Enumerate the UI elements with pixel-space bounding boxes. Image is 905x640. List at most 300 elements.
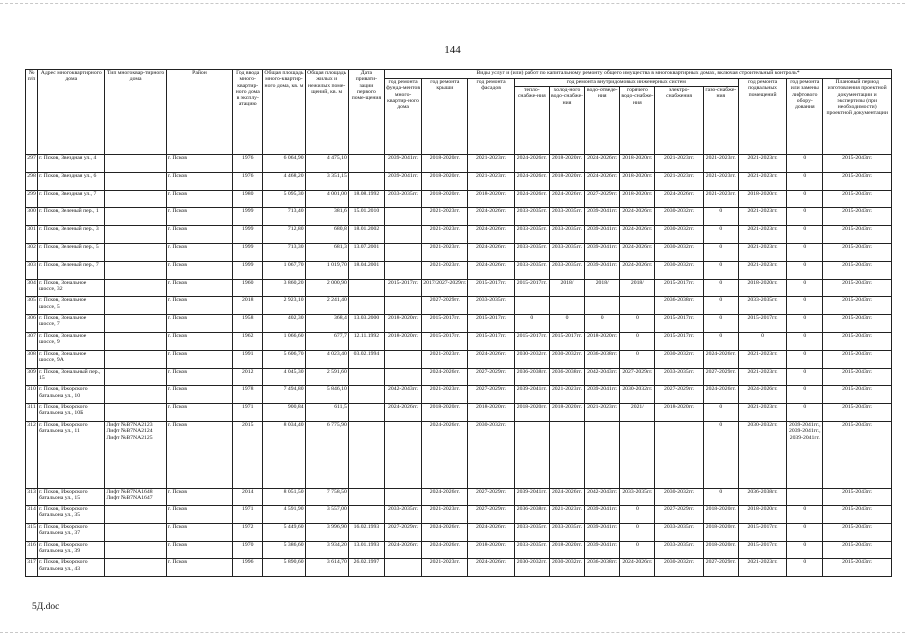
cell-priv-date: 13.07.2001	[348, 243, 384, 261]
cell-area-total: 5 095,30	[263, 190, 305, 208]
cell-roof: 2021-2023гг.	[422, 208, 468, 226]
cell-type: Лифт №В7NA2123 Лифт №В7NA2124 Лифт №В7NA2125	[105, 421, 166, 488]
cell-gas: 2024-2026гг.	[703, 386, 738, 404]
cell-gas: 0	[703, 243, 738, 261]
cell-electric: 2030-2032гг.	[655, 261, 703, 279]
cell-year: 2014	[233, 488, 263, 505]
cell-plan: 2015-2043гг.	[823, 155, 892, 173]
cell-elevator: 0	[787, 332, 823, 350]
cell-heat: 2024-2026гг.	[514, 190, 549, 208]
cell-area-living: 3 557,00	[305, 505, 348, 523]
cell-elevator: 0	[787, 541, 823, 559]
table-row	[26, 172, 892, 190]
cell-gas: 0	[703, 488, 738, 505]
cell-area-living: 3 996,90	[305, 523, 348, 541]
cell-electric: 2030-2032гг.	[655, 208, 703, 226]
cell-foundation: 2024-2026гг.	[385, 541, 422, 559]
page-number: 144	[444, 44, 461, 56]
col-header-plan: Плановый период изготовления проектной документации и экспертизы (при необходимости) проектной документации	[823, 79, 892, 155]
footer-filename: 5Д.doc	[32, 602, 60, 612]
cell-area-living: 611,5	[305, 404, 348, 422]
cell-elevator: 0	[787, 172, 823, 190]
cell-facade: 2024-2026гг.	[468, 243, 514, 261]
cell-area-living: 3 934,20	[305, 541, 348, 559]
cell-basement: 2021-2023гг.	[738, 261, 786, 279]
cell-address: г. Псков, Звездная ул., 4	[38, 155, 105, 173]
cell-address: г. Псков, Ижорского батальона ул., 37	[38, 523, 105, 541]
cell-plan: 2015-2043гг.	[823, 190, 892, 208]
cell-year: 1976	[233, 155, 263, 173]
col-header-year: Год ввода много-квартир-ного дома в эксплу-атацию	[233, 70, 263, 155]
col-header-hot-water: горячего водо-снабже-ния	[620, 87, 655, 155]
cell-elevator: 0	[787, 386, 823, 404]
cell-type	[105, 386, 166, 404]
cell-district: г. Псков	[166, 315, 232, 333]
group-header-works: Виды услуг и (или) работ по капитальному ремонту общего имущества в многоквартирных домах, включая строительный контроль*	[385, 70, 892, 79]
cell-address: г. Псков, Ижорского батальона ул., 10	[38, 386, 105, 404]
cell-cold-water: 2033-2035гг.	[549, 208, 584, 226]
cell-address: г. Псков, Звездная ул., 7	[38, 190, 105, 208]
cell-num: 309	[26, 368, 38, 386]
cell-area-total: 8 051,50	[263, 488, 305, 505]
cell-cold-water: 2033-2035гг.	[549, 523, 584, 541]
cell-electric: 2030-2032гг.	[655, 350, 703, 368]
cell-hot-water: 2033-2035гг.	[620, 488, 655, 505]
cell-electric: 2030-2032гг.	[655, 488, 703, 505]
cell-sewer: 0	[585, 315, 620, 333]
cell-address: г. Псков, Ижорского батальона ул., 35	[38, 505, 105, 523]
cell-year: 1980	[233, 190, 263, 208]
cell-roof: 2024-2026гг.	[422, 368, 468, 386]
table-row	[26, 332, 892, 350]
cell-district: г. Псков	[166, 523, 232, 541]
cell-facade: 2024-2026гг.	[468, 559, 514, 577]
cell-foundation	[385, 559, 422, 577]
cell-address: г. Псков, Зональное шоссе, 32	[38, 279, 105, 297]
cell-gas: 0	[703, 261, 738, 279]
cell-facade: 2027-2029гг.	[468, 505, 514, 523]
cell-num: 304	[26, 279, 38, 297]
cell-district: г. Псков	[166, 226, 232, 244]
cell-facade: 2021-2023гг.	[468, 155, 514, 173]
cell-area-living: 6 775,90	[305, 421, 348, 488]
col-header-elevator: год ремонта или замены лифтового обору-дования	[787, 79, 823, 155]
cell-basement: 2030-2032гг.	[738, 421, 786, 488]
cell-foundation	[385, 226, 422, 244]
cell-foundation: 2027-2029гг.	[385, 523, 422, 541]
cell-type	[105, 315, 166, 333]
cell-hot-water: 2018-2020гг.	[620, 155, 655, 173]
cell-basement: 2021-2023гг.	[738, 404, 786, 422]
cell-hot-water: 2024-2026гг.	[620, 261, 655, 279]
cell-roof: 2021-2023гг.	[422, 350, 468, 368]
cell-district: г. Псков	[166, 368, 232, 386]
cell-address: г. Псков, Зональный пер., 15	[38, 368, 105, 386]
cell-priv-date: 18.01.2002	[348, 226, 384, 244]
cell-sewer: 2039-2041гг.	[585, 226, 620, 244]
cell-basement: 2021-2023гг.	[738, 368, 786, 386]
cell-cold-water: 2033-2035гг.	[549, 261, 584, 279]
cell-address: г. Псков, Зональное шоссе, 9	[38, 332, 105, 350]
cell-area-living: 2 241,40	[305, 297, 348, 315]
cell-elevator: 0	[787, 226, 823, 244]
cell-hot-water: 0	[620, 505, 655, 523]
cell-priv-date: 26.02.1997	[348, 559, 384, 577]
cell-heat: 2033-2035гг.	[514, 243, 549, 261]
cell-district: г. Псков	[166, 505, 232, 523]
cell-gas: 0	[703, 404, 738, 422]
cell-type	[105, 261, 166, 279]
cell-gas: 2021-2023гг.	[703, 190, 738, 208]
table-row	[26, 386, 892, 404]
cell-area-total: 712,80	[263, 226, 305, 244]
cell-address: г. Псков, Зональное шоссе, 5	[38, 297, 105, 315]
cell-facade: 2024-2026гг.	[468, 350, 514, 368]
cell-plan: 2015-2043гг.	[823, 315, 892, 333]
cell-sewer: 2039-2041гг.	[585, 386, 620, 404]
cell-num: 308	[26, 350, 38, 368]
cell-area-living: 4 023,40	[305, 350, 348, 368]
cell-foundation: 2039-2041гг.	[385, 155, 422, 173]
cell-roof: 2027-2029гг.	[422, 297, 468, 315]
cell-address: г. Псков, Зеленый пер., 5	[38, 243, 105, 261]
cell-district: г. Псков	[166, 243, 232, 261]
cell-area-living: 681,3	[305, 243, 348, 261]
cell-address: г. Псков, Ижорского батальона ул., 10Б	[38, 404, 105, 422]
cell-cold-water: 2015-2017гг.	[549, 332, 584, 350]
cell-foundation	[385, 350, 422, 368]
table-row	[26, 505, 892, 523]
cell-sewer: 2042-2043гг.	[585, 488, 620, 505]
cell-num: 313	[26, 488, 38, 505]
cell-area-living: 677,7	[305, 332, 348, 350]
col-header-sewer: водо-отведе-ния	[585, 87, 620, 155]
cell-heat: 2033-2035гг.	[514, 523, 549, 541]
col-header-roof: год ремонта крыши	[422, 79, 468, 155]
cell-hot-water	[620, 421, 655, 488]
cell-basement: 2024-2026гг.	[738, 386, 786, 404]
capital-repair-table	[25, 69, 892, 577]
cell-area-living: 680,8	[305, 226, 348, 244]
cell-num: 312	[26, 421, 38, 488]
cell-type	[105, 208, 166, 226]
cell-hot-water: 2024-2026гг.	[620, 559, 655, 577]
cell-type	[105, 172, 166, 190]
cell-plan: 2015-2043гг.	[823, 208, 892, 226]
cell-hot-water: 2027-2029гг.	[620, 368, 655, 386]
cell-facade: 2024-2026гг.	[468, 226, 514, 244]
cell-elevator	[787, 488, 823, 505]
cell-electric: 2030-2032гг.	[655, 243, 703, 261]
cell-address: г. Псков, Зеленый пер., 3	[38, 226, 105, 244]
cell-year: 1999	[233, 226, 263, 244]
cell-facade: 2018-2020гг.	[468, 404, 514, 422]
cell-year: 1962	[233, 332, 263, 350]
cell-type	[105, 541, 166, 559]
cell-gas: 0	[703, 297, 738, 315]
cell-plan: 2015-2043гг.	[823, 421, 892, 488]
table-row	[26, 559, 892, 577]
cell-cold-water: 2018-2020гг.	[549, 155, 584, 173]
cell-heat: 2024-2026гг.	[514, 155, 549, 173]
cell-sewer: 2018/	[585, 279, 620, 297]
cell-plan: 2015-2043гг.	[823, 226, 892, 244]
cell-cold-water: 2021-2023гг.	[549, 386, 584, 404]
table-row	[26, 155, 892, 173]
cell-district: г. Псков	[166, 279, 232, 297]
cell-elevator: 0	[787, 155, 823, 173]
cell-roof: 2021-2023гг.	[422, 243, 468, 261]
cell-basement: 2021-2023гг.	[738, 226, 786, 244]
cell-year: 1991	[233, 350, 263, 368]
table-row	[26, 208, 892, 226]
cell-type	[105, 279, 166, 297]
cell-electric: 2015-2017гг.	[655, 315, 703, 333]
cell-area-total: 5 890,60	[263, 559, 305, 577]
cell-priv-date	[348, 172, 384, 190]
cell-foundation: 2015-2017гг.	[385, 279, 422, 297]
cell-electric: 2021-2023гг.	[655, 155, 703, 173]
cell-basement: 2021-2023гг.	[738, 243, 786, 261]
cell-address: г. Псков, Ижорского батальона ул., 15	[38, 488, 105, 505]
cell-roof: 2015-2017гг.	[422, 332, 468, 350]
table-row	[26, 523, 892, 541]
cell-sewer: 2039-2041гг.	[585, 523, 620, 541]
cell-plan: 2015-2043гг.	[823, 279, 892, 297]
cell-roof: 2024-2026гг.	[422, 421, 468, 488]
table-row	[26, 279, 892, 297]
cell-facade: 2027-2029гг.	[468, 488, 514, 505]
cell-plan: 2015-2043гг.	[823, 404, 892, 422]
cell-elevator: 0	[787, 190, 823, 208]
cell-cold-water: 2018-2020гг.	[549, 541, 584, 559]
cell-type	[105, 404, 166, 422]
cell-basement: 2018-2020гг.	[738, 190, 786, 208]
cell-area-total: 713,30	[263, 243, 305, 261]
cell-sewer: 2018-2020гг.	[585, 332, 620, 350]
cell-sewer: 2021-2023гг.	[585, 404, 620, 422]
cell-year: 1978	[233, 386, 263, 404]
cell-elevator: 0	[787, 404, 823, 422]
cell-cold-water: 0	[549, 315, 584, 333]
bottom-separator	[0, 632, 905, 633]
cell-plan: 2015-2043гг.	[823, 541, 892, 559]
cell-type	[105, 368, 166, 386]
col-header-type: Тип многоквар-тирного дома	[105, 70, 166, 155]
cell-address: г. Псков, Зеленый пер., 1	[38, 208, 105, 226]
cell-area-total: 4 468,20	[263, 172, 305, 190]
cell-plan: 2015-2043гг.	[823, 261, 892, 279]
cell-roof: 2024-2026гг.	[422, 488, 468, 505]
cell-basement: 2036-2038гг.	[738, 488, 786, 505]
cell-area-living: 7 758,50	[305, 488, 348, 505]
cell-electric: 2027-2029гг.	[655, 505, 703, 523]
cell-plan: 2015-2043гг.	[823, 243, 892, 261]
cell-area-total: 7 494,80	[263, 386, 305, 404]
col-header-area-total: Общая площадь много-квартир-ного дома, кв. м	[263, 70, 305, 155]
cell-heat: 2036-2038гг.	[514, 368, 549, 386]
cell-cold-water: 2018-2020гг.	[549, 172, 584, 190]
cell-electric	[655, 421, 703, 488]
cell-num: 297	[26, 155, 38, 173]
cell-sewer: 2027-2029гг.	[585, 190, 620, 208]
cell-sewer: 2039-2041гг.	[585, 505, 620, 523]
cell-electric: 2024-2026гг.	[655, 190, 703, 208]
cell-facade: 2015-2017гг.	[468, 279, 514, 297]
cell-num: 302	[26, 243, 38, 261]
cell-hot-water: 0	[620, 332, 655, 350]
cell-year: 1971	[233, 505, 263, 523]
cell-cold-water: 2024-2026гг.	[549, 190, 584, 208]
cell-priv-date	[348, 368, 384, 386]
cell-area-living: 5 846,10	[305, 386, 348, 404]
cell-type	[105, 243, 166, 261]
cell-roof: 2021-2023гг.	[422, 505, 468, 523]
cell-plan: 2015-2043гг.	[823, 505, 892, 523]
cell-priv-date	[348, 297, 384, 315]
cell-electric: 2015-2017гг.	[655, 279, 703, 297]
cell-foundation: 2033-2035гг.	[385, 190, 422, 208]
cell-priv-date: 18.08.1992	[348, 190, 384, 208]
cell-basement: 2021-2023гг.	[738, 350, 786, 368]
cell-basement: 2018-2020гг.	[738, 505, 786, 523]
cell-roof: 2018-2020гг.	[422, 172, 468, 190]
cell-heat: 2033-2035гг.	[514, 208, 549, 226]
cell-area-total: 8 034,40	[263, 421, 305, 488]
cell-basement: 2021-2023гг.	[738, 155, 786, 173]
cell-hot-water: 0	[620, 523, 655, 541]
cell-year: 1999	[233, 261, 263, 279]
cell-elevator: 0	[787, 523, 823, 541]
cell-num: 306	[26, 315, 38, 333]
cell-district: г. Псков	[166, 350, 232, 368]
cell-plan: 2015-2043гг.	[823, 559, 892, 577]
cell-year: 1972	[233, 523, 263, 541]
cell-area-total: 6 064,90	[263, 155, 305, 173]
col-header-electric: электро-снабжения	[655, 87, 703, 155]
cell-facade: 2018-2020гг.	[468, 190, 514, 208]
cell-district: г. Псков	[166, 332, 232, 350]
top-separator	[0, 3, 905, 4]
cell-cold-water: 2030-2032гг.	[549, 350, 584, 368]
cell-gas: 0	[703, 208, 738, 226]
col-header-num: № п/п	[26, 70, 38, 155]
cell-area-total: 4 045,30	[263, 368, 305, 386]
cell-address: г. Псков, Ижорского батальона ул., 43	[38, 559, 105, 577]
cell-area-total: 402,30	[263, 315, 305, 333]
cell-electric: 2030-2032гг.	[655, 226, 703, 244]
cell-hot-water: 0	[620, 350, 655, 368]
cell-sewer: 2042-2043гг.	[585, 368, 620, 386]
table-row	[26, 488, 892, 505]
cell-roof: 2015-2017гг.	[422, 315, 468, 333]
cell-basement: 2021-2023гг.	[738, 172, 786, 190]
cell-area-living: 368,4	[305, 315, 348, 333]
table-row	[26, 243, 892, 261]
cell-area-total: 1 066,60	[263, 332, 305, 350]
cell-elevator: 0	[787, 261, 823, 279]
cell-foundation: 2042-2043гг.	[385, 386, 422, 404]
cell-cold-water: 2030-2032гг.	[549, 559, 584, 577]
cell-priv-date	[348, 386, 384, 404]
cell-heat: 2033-2035гг.	[514, 541, 549, 559]
cell-cold-water: 2033-2035гг.	[549, 226, 584, 244]
table-row	[26, 297, 892, 315]
cell-plan: 2015-2043гг.	[823, 523, 892, 541]
cell-heat	[514, 421, 549, 488]
cell-type	[105, 190, 166, 208]
cell-foundation: 2018-2020гг.	[385, 332, 422, 350]
cell-plan: 2015-2043гг.	[823, 297, 892, 315]
cell-elevator: 0	[787, 368, 823, 386]
cell-hot-water: 2021/	[620, 404, 655, 422]
cell-electric: 2021-2023гг.	[655, 172, 703, 190]
cell-facade: 2018-2020гг.	[468, 541, 514, 559]
cell-gas: 2021-2023гг.	[703, 172, 738, 190]
cell-heat: 2033-2035гг.	[514, 261, 549, 279]
cell-address: г. Псков, Зональное шоссе, 7	[38, 315, 105, 333]
cell-gas: 2024-2026гг.	[703, 350, 738, 368]
cell-address: г. Псков, Ижорского батальона ул., 39	[38, 541, 105, 559]
cell-area-living: 2 000,90	[305, 279, 348, 297]
cell-heat: 2030-2032гг.	[514, 350, 549, 368]
col-header-gas: газо-снабже-ния	[703, 87, 738, 155]
cell-area-living: 1 019,70	[305, 261, 348, 279]
cell-priv-date: 15.01.2010	[348, 208, 384, 226]
cell-priv-date	[348, 404, 384, 422]
cell-num: 305	[26, 297, 38, 315]
cell-electric: 2036-2038гг.	[655, 297, 703, 315]
cell-num: 301	[26, 226, 38, 244]
cell-heat: 2018-2020гг.	[514, 404, 549, 422]
cell-heat: 2024-2026гг.	[514, 172, 549, 190]
cell-cold-water: 2024-2026гг.	[549, 488, 584, 505]
cell-district: г. Псков	[166, 261, 232, 279]
cell-basement: 2015-2017гг.	[738, 523, 786, 541]
cell-foundation	[385, 421, 422, 488]
cell-roof: 2018-2020гг.	[422, 190, 468, 208]
cell-electric: 2018-2020гг.	[655, 404, 703, 422]
cell-elevator: 2039-2041гг., 2039-2041гг., 2039-2041гг.	[787, 421, 823, 488]
cell-area-total: 2 923,10	[263, 297, 305, 315]
cell-priv-date	[348, 155, 384, 173]
table-row	[26, 404, 892, 422]
cell-basement: 2018-2020гг.	[738, 279, 786, 297]
cell-heat: 2033-2035гг.	[514, 226, 549, 244]
cell-foundation	[385, 488, 422, 505]
cell-num: 311	[26, 404, 38, 422]
cell-cold-water: 2018/	[549, 279, 584, 297]
cell-type	[105, 297, 166, 315]
cell-plan: 2015-2043гг.	[823, 368, 892, 386]
cell-plan: 2015-2043гг.	[823, 332, 892, 350]
cell-elevator: 0	[787, 279, 823, 297]
cell-roof: 2018-2020гг.	[422, 404, 468, 422]
cell-num: 303	[26, 261, 38, 279]
col-header-foundation: год ремонта фунда-ментов много-квартир-ного дома	[385, 79, 422, 155]
cell-foundation	[385, 261, 422, 279]
cell-sewer: 2039-2041гг.	[585, 261, 620, 279]
cell-roof: 2024-2026гг.	[422, 541, 468, 559]
cell-foundation	[385, 243, 422, 261]
cell-foundation	[385, 297, 422, 315]
cell-year: 1996	[233, 559, 263, 577]
cell-type	[105, 559, 166, 577]
cell-cold-water: 2036-2038гг.	[549, 368, 584, 386]
cell-year: 1958	[233, 315, 263, 333]
cell-elevator: 0	[787, 297, 823, 315]
cell-type	[105, 332, 166, 350]
